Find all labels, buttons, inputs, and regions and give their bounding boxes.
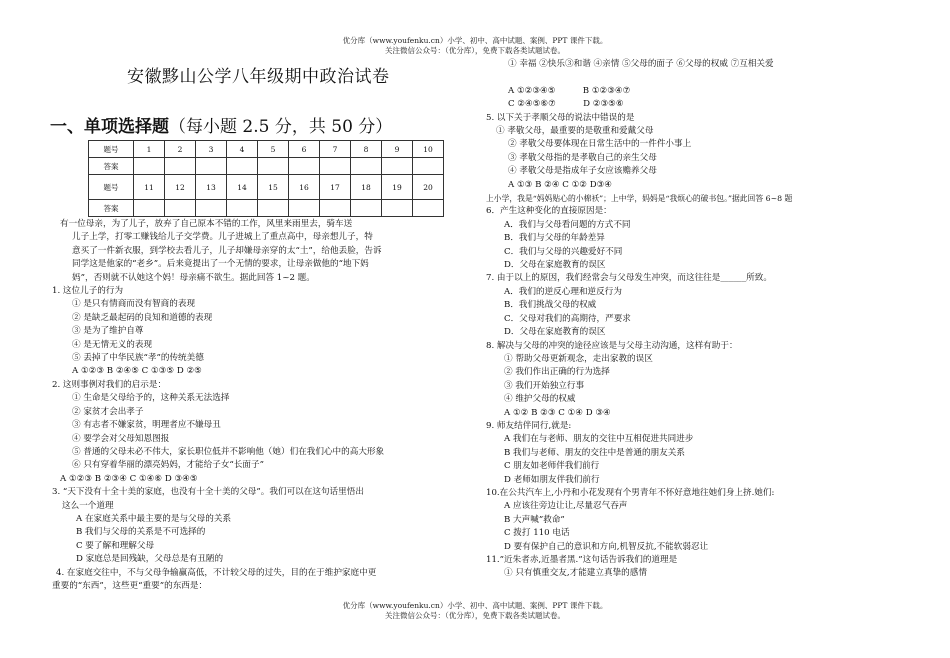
answer-table-row (89, 141, 444, 158)
option-line: B 我们与老师、朋友的交往中是普通的朋友关系 (504, 447, 685, 458)
text-line: 意买了一件新衣服，到学校去看儿子，儿子却嫌母亲穿的太“土”，给他丢脸，告诉 (72, 245, 382, 256)
option-line: ② 是缺乏最起码的良知和道德的表现 (72, 312, 213, 323)
answer-cell[interactable] (289, 200, 320, 217)
answer-table-row (89, 175, 444, 200)
option-line: C 拨打 110 电话 (504, 528, 570, 539)
answer-table (88, 140, 444, 217)
option-line: ③ 我们开始独立行事 (504, 380, 585, 391)
table-label: 答案 (89, 158, 134, 175)
answer-cell[interactable] (382, 200, 413, 217)
text-line: 重要的“东西”，这些更“重要”的东西是： (52, 580, 208, 591)
question-4: 4. 在家庭交往中，不与父母争输赢高低，不计较父母的过失，目的在于维护家庭中更 (56, 567, 377, 578)
table-cell: 11 (134, 175, 165, 200)
page-footer (275, 601, 675, 621)
answer-cell[interactable] (382, 158, 413, 175)
option-line: ① 生命是父母给予的，这种关系无法选择 (72, 393, 230, 404)
choice-line: A ①②③ B ②③④ C ①④⑥ D ③④⑤ (60, 473, 198, 484)
answer-cell[interactable] (320, 158, 351, 175)
option-line: B 大声喊”救命” (504, 514, 565, 525)
question-5: 5. 以下关于孝顺父母的说法中错误的是 (486, 112, 635, 123)
choice-line: A ①②③④⑤ B ①②③④⑦ (508, 85, 631, 96)
table-label: 题号 (89, 175, 134, 200)
table-cell: 20 (413, 175, 444, 200)
option-line: B．我们与父母的年龄差异 (504, 233, 605, 244)
question-2: 2. 这则事例对我们的启示是： (52, 379, 167, 390)
table-cell: 14 (227, 175, 258, 200)
answer-cell[interactable] (165, 200, 196, 217)
question-1: 1. 这位儿子的行为 (52, 286, 124, 297)
option-line: D．父母在家庭教育的误区 (504, 327, 606, 338)
question-11: 11.”近朱者赤,近墨者黑.”这句话告诉我们的道理是 (486, 555, 678, 566)
option-line: A．我们的逆反心理和逆反行为 (504, 286, 622, 297)
question-10: 10.在公共汽车上,小丹和小花发现有个男青年不怀好意地往她们身上挤.她们: (486, 487, 775, 498)
question-9: 9. 师友结伴同行,就是: (486, 420, 572, 431)
option-line: C．父母对我们的高期待，严要求 (504, 313, 631, 324)
option-line: A 应该往旁边让让,尽量忍气吞声 (504, 501, 628, 512)
option-line: D 家庭总是回残缺，父母总是有丑陋的 (76, 554, 224, 565)
header-line-2: 关注微信公众号：（优分库），免费下载各类试题试卷。 (385, 46, 565, 55)
option-line: D 老师如朋友伴我们前行 (504, 474, 600, 485)
answer-cell[interactable] (196, 158, 227, 175)
option-line: A 在家庭关系中最主要的是与父母的关系 (76, 513, 232, 524)
text-line: 儿子上学，打零工赚钱给儿子交学费。儿子进城上了重点高中，母亲想儿子，特 (72, 232, 373, 243)
table-label: 答案 (89, 200, 134, 217)
option-line: D 要有保护自己的意识和方向,机智反抗,不能软弱忍让 (504, 541, 709, 552)
table-cell: 8 (351, 141, 382, 158)
table-cell: 19 (382, 175, 413, 200)
choice-line: A ①③ B ②④ C ①② D③④ (508, 179, 613, 190)
table-label: 题号 (89, 141, 134, 158)
section-heading-note: （每小题 2.5 分，共 50 分） (169, 117, 393, 137)
option-line: ② 家贫才会出孝子 (72, 406, 144, 417)
option-line: ⑤ 丢掉了中华民族“孝”的传统美德 (72, 353, 204, 364)
option-line: ④ 维护父母的权威 (504, 394, 576, 405)
blank-line (486, 71, 792, 84)
option-line: ① 帮助父母更新观念，走出家教的误区 (504, 353, 653, 364)
text-line: 这么一个道理 (62, 500, 114, 511)
option-line: C 朋友如老师伴我们前行 (504, 461, 600, 472)
answer-cell[interactable] (227, 200, 258, 217)
choice-line: C ②④⑤⑥⑦ D ②③⑤⑥ (508, 99, 624, 110)
answer-cell[interactable] (165, 158, 196, 175)
answer-cell[interactable] (351, 200, 382, 217)
choice-line: A ①② B ②③ C ①④ D ③④ (504, 407, 611, 418)
option-line: A 我们在与老师、朋友的交往中互相促进共同进步 (504, 434, 694, 445)
text-line: 上小学，我是“妈妈贴心的小棉袄”；上中学，妈妈是“我烦心的破书包。”据此回答 6~8 题 (486, 194, 793, 204)
table-cell: 4 (227, 141, 258, 158)
section-heading-label: 一、单项选择题 (50, 117, 169, 137)
option-line: ② 孝敬父母要体现在日常生活中的一件件小事上 (508, 139, 692, 150)
option-line: B 我们与父母的关系是不可选择的 (76, 527, 206, 538)
option-line: D．父母在家庭教育的误区 (504, 260, 606, 271)
table-cell: 3 (196, 141, 227, 158)
option-line: ② 我们作出正确的行为选择 (504, 367, 610, 378)
table-cell: 10 (413, 141, 444, 158)
option-line: ① 幸福 ②快乐③和谐 ④亲情 ⑤父母的面子 ⑥父母的权威 ⑦互相关爱 (508, 59, 774, 69)
page-header (275, 36, 675, 56)
right-column (486, 58, 792, 581)
answer-cell[interactable] (413, 200, 444, 217)
answer-cell[interactable] (227, 158, 258, 175)
section-heading (50, 112, 392, 137)
text-line: 妈”，否则就不认她这个妈！母亲痛不欲生。据此回答 1~2 题。 (72, 272, 315, 283)
option-line: ⑥ 只有穿着华丽的漂亮妈妈，才能给子女“长面子” (72, 460, 264, 471)
table-cell: 18 (351, 175, 382, 200)
option-line: ① 孝敬父母，最重要的是敬重和爱戴父母 (496, 126, 654, 137)
answer-cell[interactable] (258, 200, 289, 217)
option-line: ① 只有慎重交友,才能建立真挚的感情 (504, 568, 647, 579)
option-line: B．我们挑战父母的权威 (504, 300, 597, 311)
option-line: ① 是只有情商而没有智商的表现 (72, 299, 196, 310)
text-line: 有一位母亲，为了儿子，放弃了自己原本不错的工作，风里来雨里去，骑车送 (60, 219, 353, 229)
option-line: ⑤ 普通的父母未必不伟大，家长职位低并不影响他（她）们在我们心中的高大形象 (72, 446, 385, 457)
question-8: 8. 解决与父母的冲突的途径应该是与父母主动沟通，这样有助于： (486, 340, 738, 351)
table-cell: 5 (258, 141, 289, 158)
table-cell: 16 (289, 175, 320, 200)
answer-cell[interactable] (134, 200, 165, 217)
answer-table-row (89, 200, 444, 217)
option-line: ③ 有志者不嫌家贫，明理者应不嫌母丑 (72, 420, 221, 431)
option-line: C．我们与父母的兴趣爱好不同 (504, 246, 623, 257)
answer-cell[interactable] (134, 158, 165, 175)
answer-table-row (89, 158, 444, 175)
question-3: 3. “天下没有十全十美的家庭，也没有十全十美的父母”。我们可以在这句话里悟出 (52, 487, 364, 498)
answer-cell[interactable] (258, 158, 289, 175)
choice-line: A ①②③ B ②④⑤ C ①③⑤ D ②⑤ (72, 366, 202, 377)
option-line: ③ 孝敬父母指的是孝敬自己的亲生父母 (508, 152, 657, 163)
option-line: ④ 是无情无义的表现 (72, 339, 153, 350)
option-line: C 要了解和理解父母 (76, 540, 155, 551)
answer-cell[interactable] (289, 158, 320, 175)
table-cell: 1 (134, 141, 165, 158)
table-cell: 13 (196, 175, 227, 200)
table-cell: 12 (165, 175, 196, 200)
question-6: 6．产生这种变化的直接原因是： (486, 206, 612, 217)
answer-cell[interactable] (351, 158, 382, 175)
table-cell: 17 (320, 175, 351, 200)
left-column (52, 218, 384, 593)
question-7: 7. 由于以上的原因，我们经常会与父母发生冲突，而这往往是______所致。 (486, 273, 772, 284)
table-cell: 2 (165, 141, 196, 158)
text-line: 同学这是他家的“老乡”。后来竟提出了一个无情的要求，让母亲做他的“地下妈 (72, 259, 369, 270)
page-title: 安徽黟山公学八年级期中政治试卷 (127, 67, 390, 87)
table-cell: 15 (258, 175, 289, 200)
option-line: A．我们与父母看问题的方式不同 (504, 219, 631, 230)
option-line: ③ 是为了维护自尊 (72, 326, 144, 337)
table-cell: 6 (289, 141, 320, 158)
answer-cell[interactable] (413, 158, 444, 175)
answer-cell[interactable] (320, 200, 351, 217)
option-line: ④ 孝敬父母是指成年子女应该赡养父母 (508, 166, 657, 177)
header-line-1: 优分库（www.youfenku.cn）小学、初中、高中试题、案例、PPT 课件下载。 (342, 36, 608, 45)
answer-cell[interactable] (196, 200, 227, 217)
table-cell: 7 (320, 141, 351, 158)
footer-line-2: 关注微信公众号：（优分库），免费下载各类试题试卷。 (385, 611, 565, 620)
table-cell: 9 (382, 141, 413, 158)
option-line: ④ 要学会对父母知恩图报 (72, 433, 170, 444)
footer-line-1: 优分库（www.youfenku.cn）小学、初中、高中试题、案例、PPT 课件下载。 (342, 601, 608, 610)
